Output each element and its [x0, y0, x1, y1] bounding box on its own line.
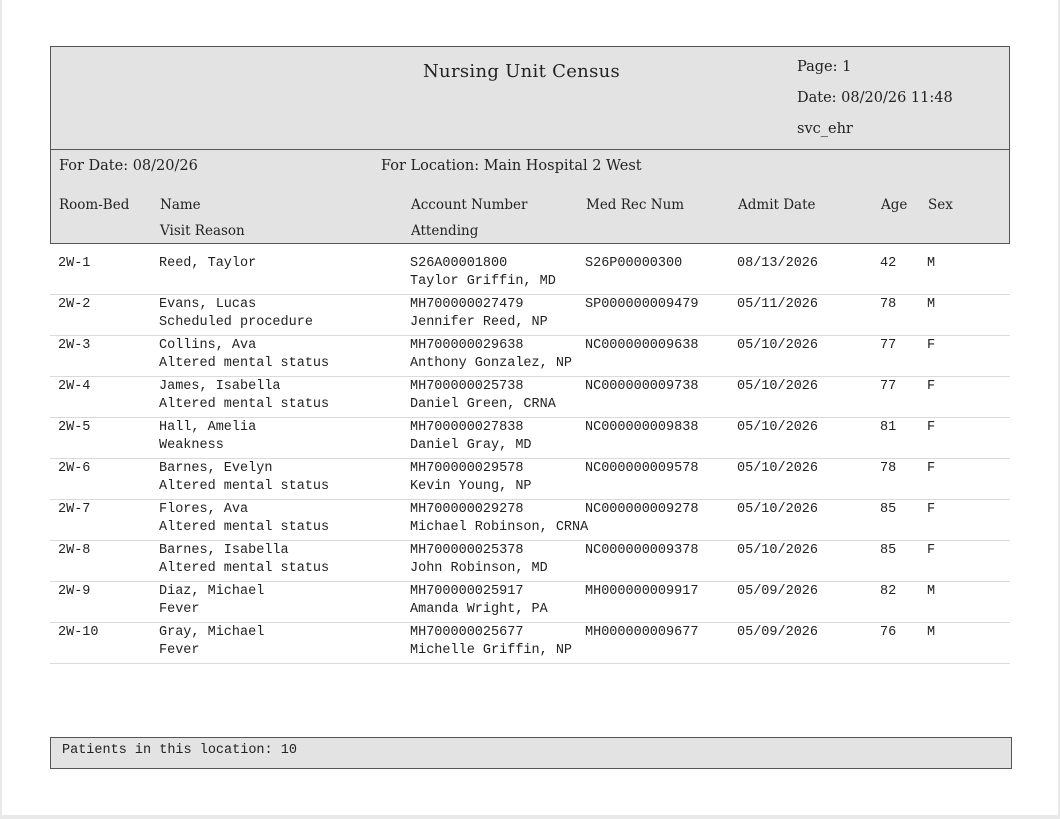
column-header-name: Name	[160, 197, 201, 213]
table-row[interactable]	[50, 254, 1010, 295]
table-row[interactable]	[50, 541, 1010, 582]
header-divider	[51, 149, 1009, 150]
cell-visit-reason: Fever	[159, 643, 200, 658]
table-row[interactable]	[50, 295, 1010, 336]
cell-account-number: MH700000027479	[410, 297, 524, 312]
cell-visit-reason: Altered mental status	[159, 397, 330, 412]
report-header	[50, 46, 1010, 244]
cell-patient-name: Flores, Ava	[159, 502, 249, 517]
cell-age: 77	[880, 379, 897, 394]
cell-attending: Daniel Gray, MD	[410, 438, 532, 453]
cell-med-rec-num: MH000000009917	[585, 584, 699, 599]
cell-sex: F	[927, 461, 936, 476]
table-row[interactable]	[50, 500, 1010, 541]
cell-room-bed: 2W-10	[58, 625, 99, 640]
cell-attending: Jennifer Reed, NP	[410, 315, 548, 330]
cell-attending: Michelle Griffin, NP	[410, 643, 573, 658]
cell-visit-reason: Altered mental status	[159, 561, 330, 576]
table-row[interactable]	[50, 459, 1010, 500]
report-page	[2, 0, 1058, 815]
cell-admit-date: 08/13/2026	[737, 256, 819, 271]
table-row[interactable]	[50, 582, 1010, 623]
cell-age: 76	[880, 625, 897, 640]
patient-count-summary: Patients in this location: 10	[62, 743, 297, 758]
cell-age: 85	[880, 502, 897, 517]
column-header-age: Age	[881, 197, 908, 213]
cell-age: 42	[880, 256, 897, 271]
cell-admit-date: 05/10/2026	[737, 420, 819, 435]
cell-patient-name: Barnes, Isabella	[159, 543, 289, 558]
cell-patient-name: Gray, Michael	[159, 625, 265, 640]
cell-visit-reason: Altered mental status	[159, 356, 330, 371]
cell-visit-reason: Scheduled procedure	[159, 315, 313, 330]
cell-account-number: MH700000025378	[410, 543, 524, 558]
cell-room-bed: 2W-5	[58, 420, 91, 435]
cell-admit-date: 05/10/2026	[737, 543, 819, 558]
cell-visit-reason: Altered mental status	[159, 479, 330, 494]
cell-med-rec-num: NC000000009278	[585, 502, 699, 517]
cell-account-number: MH700000025677	[410, 625, 524, 640]
page-number: Page: 1	[797, 59, 852, 75]
cell-account-number: S26A00001800	[410, 256, 508, 271]
cell-patient-name: Collins, Ava	[159, 338, 257, 353]
cell-sex: F	[927, 502, 936, 517]
cell-admit-date: 05/09/2026	[737, 584, 819, 599]
cell-admit-date: 05/10/2026	[737, 338, 819, 353]
cell-age: 81	[880, 420, 897, 435]
cell-med-rec-num: NC000000009738	[585, 379, 699, 394]
cell-med-rec-num: MH000000009677	[585, 625, 699, 640]
column-header-admit-date: Admit Date	[738, 197, 816, 213]
cell-attending: John Robinson, MD	[410, 561, 548, 576]
table-row[interactable]	[50, 377, 1010, 418]
column-header-sex: Sex	[928, 197, 953, 213]
for-location: For Location: Main Hospital 2 West	[381, 158, 642, 174]
cell-attending: Kevin Young, NP	[410, 479, 532, 494]
cell-room-bed: 2W-1	[58, 256, 91, 271]
cell-account-number: MH700000029638	[410, 338, 524, 353]
cell-sex: M	[927, 584, 936, 599]
cell-visit-reason: Altered mental status	[159, 520, 330, 535]
report-title: Nursing Unit Census	[423, 61, 621, 82]
cell-med-rec-num: SP000000009479	[585, 297, 699, 312]
cell-admit-date: 05/11/2026	[737, 297, 819, 312]
cell-admit-date: 05/10/2026	[737, 379, 819, 394]
patient-list	[50, 254, 1010, 664]
cell-room-bed: 2W-4	[58, 379, 91, 394]
cell-sex: M	[927, 256, 936, 271]
cell-patient-name: Evans, Lucas	[159, 297, 257, 312]
cell-attending: Anthony Gonzalez, NP	[410, 356, 573, 371]
cell-sex: F	[927, 420, 936, 435]
cell-admit-date: 05/09/2026	[737, 625, 819, 640]
cell-sex: M	[927, 625, 936, 640]
cell-med-rec-num: S26P00000300	[585, 256, 683, 271]
cell-account-number: MH700000025738	[410, 379, 524, 394]
cell-patient-name: Reed, Taylor	[159, 256, 257, 271]
cell-attending: Amanda Wright, PA	[410, 602, 548, 617]
cell-attending: Michael Robinson, CRNA	[410, 520, 589, 535]
report-user: svc_ehr	[797, 121, 853, 137]
table-row[interactable]	[50, 336, 1010, 377]
cell-sex: F	[927, 379, 936, 394]
column-header-attending: Attending	[411, 223, 479, 239]
cell-age: 77	[880, 338, 897, 353]
cell-room-bed: 2W-7	[58, 502, 91, 517]
column-header-med-rec-num: Med Rec Num	[586, 197, 685, 213]
cell-med-rec-num: NC000000009578	[585, 461, 699, 476]
report-footer	[50, 737, 1012, 769]
cell-account-number: MH700000029578	[410, 461, 524, 476]
column-header-account-number: Account Number	[411, 197, 528, 213]
cell-admit-date: 05/10/2026	[737, 502, 819, 517]
cell-patient-name: Hall, Amelia	[159, 420, 257, 435]
cell-patient-name: James, Isabella	[159, 379, 281, 394]
report-date: Date: 08/20/26 11:48	[797, 90, 953, 106]
cell-sex: M	[927, 297, 936, 312]
cell-room-bed: 2W-9	[58, 584, 91, 599]
cell-age: 78	[880, 297, 897, 312]
cell-admit-date: 05/10/2026	[737, 461, 819, 476]
cell-patient-name: Diaz, Michael	[159, 584, 265, 599]
cell-account-number: MH700000029278	[410, 502, 524, 517]
cell-patient-name: Barnes, Evelyn	[159, 461, 273, 476]
cell-account-number: MH700000027838	[410, 420, 524, 435]
cell-sex: F	[927, 338, 936, 353]
cell-med-rec-num: NC000000009378	[585, 543, 699, 558]
cell-account-number: MH700000025917	[410, 584, 524, 599]
cell-room-bed: 2W-8	[58, 543, 91, 558]
cell-med-rec-num: NC000000009838	[585, 420, 699, 435]
cell-sex: F	[927, 543, 936, 558]
cell-med-rec-num: NC000000009638	[585, 338, 699, 353]
cell-age: 85	[880, 543, 897, 558]
cell-room-bed: 2W-6	[58, 461, 91, 476]
cell-age: 78	[880, 461, 897, 476]
table-row[interactable]	[50, 418, 1010, 459]
column-header-visit-reason: Visit Reason	[160, 223, 245, 239]
cell-visit-reason: Fever	[159, 602, 200, 617]
cell-room-bed: 2W-2	[58, 297, 91, 312]
cell-age: 82	[880, 584, 897, 599]
cell-attending: Daniel Green, CRNA	[410, 397, 556, 412]
cell-room-bed: 2W-3	[58, 338, 91, 353]
column-header-room-bed: Room-Bed	[59, 197, 130, 213]
cell-attending: Taylor Griffin, MD	[410, 274, 556, 289]
cell-visit-reason: Weakness	[159, 438, 224, 453]
for-date: For Date: 08/20/26	[59, 158, 198, 174]
table-row[interactable]	[50, 623, 1010, 664]
